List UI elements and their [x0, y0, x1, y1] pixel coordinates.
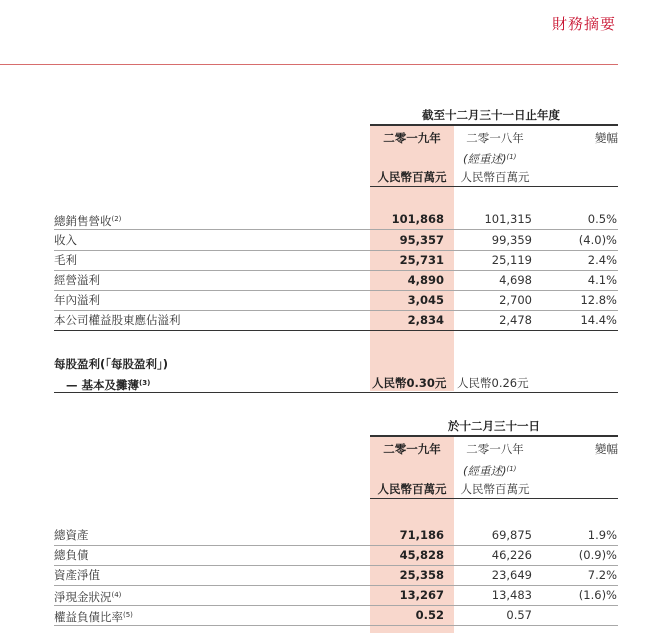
value-change: 12.8% — [580, 293, 617, 307]
row-label: 總負債 — [54, 548, 89, 562]
value-2018: 2,478 — [499, 313, 532, 327]
value-2019: 2,834 — [407, 313, 444, 327]
header-rule — [370, 186, 618, 187]
value-2019: 25,731 — [399, 253, 444, 267]
header-rule — [370, 124, 618, 126]
value-change: 2.4% — [587, 253, 617, 267]
value-2019: 13,267 — [399, 588, 444, 602]
column-header-2019: 二零一九年 — [383, 442, 441, 456]
value-2018: 0.57 — [506, 608, 532, 622]
row-label: 總資產 — [54, 528, 89, 542]
row-label: 總銷售營收$^{(2)}$ — [54, 214, 122, 228]
row-label: 年內溢利 — [54, 293, 100, 307]
section-title: 財務摘要 — [551, 15, 616, 33]
header-divider — [0, 64, 618, 65]
row-label: 淨現金狀況$^{(4)}$ — [54, 590, 122, 604]
value-change: 1.9% — [587, 528, 617, 542]
value-change: 7.2% — [587, 568, 617, 582]
value-2018: 2,700 — [499, 293, 532, 307]
value-change: 4.1% — [587, 273, 617, 287]
value-2018: 69,875 — [491, 528, 532, 542]
value-2018: 46,226 — [491, 548, 532, 562]
value-change: 0.5% — [587, 212, 617, 226]
value-2019: 71,186 — [399, 528, 444, 542]
row-divider — [54, 605, 618, 606]
row-divider — [54, 229, 618, 230]
value-2018: 101,315 — [484, 212, 532, 226]
row-divider — [54, 625, 618, 626]
row-label: 毛利 — [54, 253, 77, 267]
value-2019: 4,890 — [407, 273, 444, 287]
value-2019: 0.52 — [415, 608, 444, 622]
row-label: 權益負債比率$^{(5)}$ — [54, 610, 133, 624]
unit-label-2018: 人民幣百萬元 — [460, 170, 530, 184]
value-2018: 25,119 — [491, 253, 532, 267]
value-2018: 13,483 — [491, 588, 532, 602]
eps-label: — 基本及攤薄$^{(3)}$ — [66, 378, 151, 392]
value-2018: 23,649 — [491, 568, 532, 582]
value-2019: 95,357 — [399, 233, 444, 247]
column-header-2018: 二零一八年 — [466, 131, 524, 145]
unit-label-2019: 人民幣百萬元 — [377, 482, 447, 496]
row-label: 收入 — [54, 233, 77, 247]
period-header: 截至十二月三十一日止年度 — [422, 108, 560, 122]
value-2019: 25,358 — [399, 568, 444, 582]
row-divider — [54, 310, 618, 311]
row-divider — [54, 545, 618, 546]
value-2019: 3,045 — [407, 293, 444, 307]
restated-label: (經重述)$^{(1)}$ — [463, 464, 517, 478]
row-divider — [54, 585, 618, 586]
period-header: 於十二月三十一日 — [448, 419, 540, 433]
value-2019: 101,868 — [391, 212, 444, 226]
row-divider — [54, 290, 618, 291]
unit-label-2019: 人民幣百萬元 — [377, 170, 447, 184]
header-rule — [370, 498, 618, 499]
row-divider — [54, 330, 618, 331]
column-header-change: 變幅 — [595, 442, 618, 456]
value-change: (1.6)% — [578, 588, 617, 602]
row-divider — [54, 270, 618, 271]
eps-title: 每股盈利(「每股盈利」) — [54, 357, 169, 371]
value-2018: 99,359 — [491, 233, 532, 247]
column-header-2018: 二零一八年 — [466, 442, 524, 456]
value-2018: 4,698 — [499, 273, 532, 287]
row-divider — [54, 250, 618, 251]
row-divider — [54, 392, 618, 393]
eps-2019: 人民幣0.30元 — [372, 376, 447, 390]
value-change: (0.9)% — [578, 548, 617, 562]
value-2019: 45,828 — [399, 548, 444, 562]
row-label: 本公司權益股東應佔溢利 — [54, 313, 181, 327]
unit-label-2018: 人民幣百萬元 — [460, 482, 530, 496]
value-change: (4.0)% — [578, 233, 617, 247]
row-divider — [54, 565, 618, 566]
column-header-2019: 二零一九年 — [383, 131, 441, 145]
header-rule — [370, 435, 618, 437]
restated-label: (經重述)$^{(1)}$ — [463, 152, 517, 166]
row-label: 資產淨值 — [54, 568, 100, 582]
value-change: 14.4% — [580, 313, 617, 327]
row-label: 經營溢利 — [54, 273, 100, 287]
eps-2018: 人民幣0.26元 — [457, 376, 529, 390]
column-header-change: 變幅 — [595, 131, 618, 145]
